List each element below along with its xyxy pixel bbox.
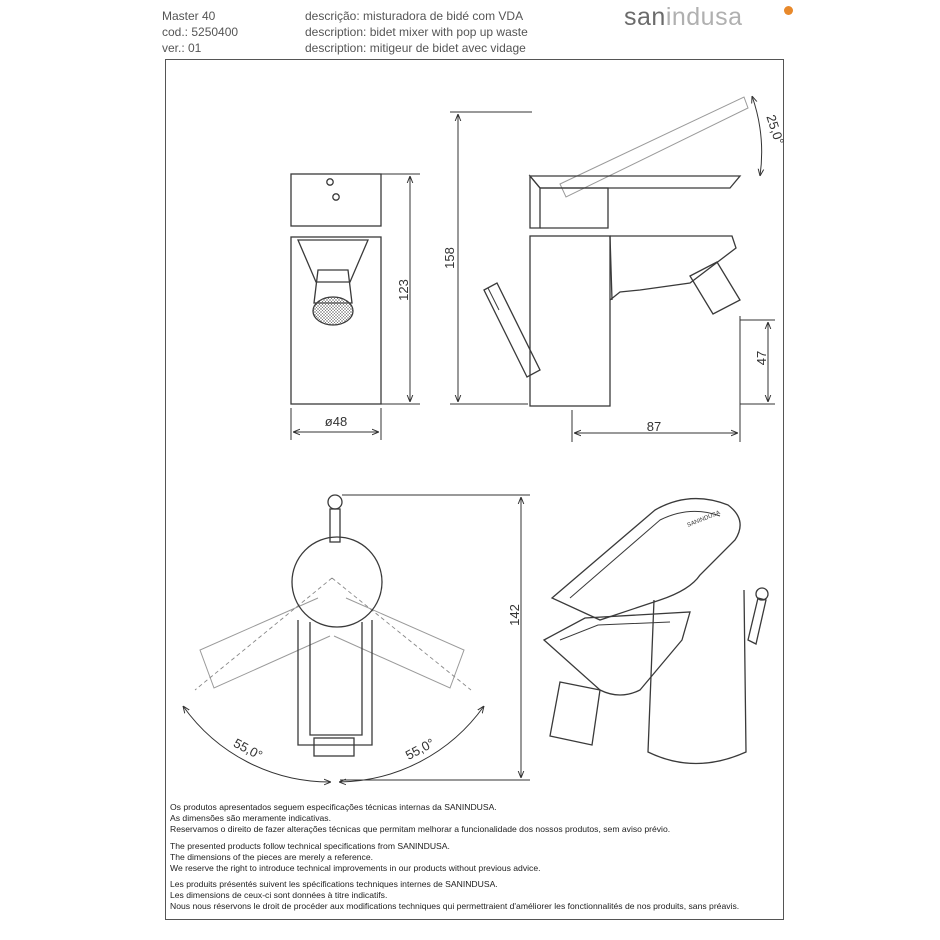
- note-pt-1: Os produtos apresentados seguem especificações técnicas internas da SANINDUSA.: [170, 802, 497, 812]
- side-nozzle: [690, 262, 740, 314]
- front-dimensions: [291, 174, 420, 440]
- dim-arc-25: [752, 96, 762, 176]
- top-spout-inner: [310, 622, 362, 735]
- notes-pt: [170, 802, 670, 836]
- top-dimensions: [183, 495, 530, 782]
- description-fr: description: mitigeur de bidet avec vidage: [305, 41, 526, 55]
- raised-handle-ghost: [560, 97, 748, 197]
- side-handle-body: [540, 188, 608, 228]
- iso-body: [648, 590, 746, 764]
- top-spout-nozzle: [314, 738, 354, 756]
- dim-142-label: 142: [507, 604, 522, 626]
- version: ver.: 01: [162, 41, 202, 55]
- top-body-circle: [292, 537, 382, 627]
- top-spout-outline: [298, 620, 372, 745]
- perspective-view: [544, 499, 768, 764]
- side-handle-front: [530, 176, 540, 228]
- note-en-3: We reserve the right to introduce technical improvements in our products without previous advice.: [170, 863, 541, 874]
- note-pt-2: As dimensões são meramente indicativas.: [170, 813, 331, 824]
- dim-55-right-label: 55,0°: [402, 735, 437, 763]
- description-pt: descrição: misturadora de bidé com VDA: [305, 9, 524, 23]
- notes-en: [170, 841, 541, 875]
- note-en-1: The presented products follow technical specifications from SANINDUSA.: [170, 841, 450, 851]
- dim-123-label: 123: [396, 279, 411, 301]
- logo-part1: san: [624, 3, 666, 31]
- note-fr-1: Les produits présentés suivent les spécifications techniques internes de SANINDUSA.: [170, 879, 498, 889]
- front-view: [291, 174, 381, 404]
- ghost-handle-right: [334, 598, 464, 688]
- note-en-2: The dimensions of the pieces are merely a reference.: [170, 852, 374, 863]
- iso-rod-head: [756, 588, 768, 600]
- iso-brand-mark: SANINDUSA: [686, 510, 722, 529]
- front-handle-dot: [333, 194, 339, 200]
- dim-47-label: 47: [754, 350, 769, 366]
- front-spout-cone: [298, 240, 368, 282]
- dim-158-label: 158: [442, 247, 457, 269]
- description-en: description: bidet mixer with pop up waste: [305, 25, 528, 39]
- side-dimensions: [450, 96, 775, 442]
- logo-part2: indusa: [665, 3, 743, 31]
- note-fr-3: Nous nous réservons le droit de procéder aux modifications techniques qui permettraient d'améliorer les fonctionnalités de nos produits, sans préavis.: [170, 901, 740, 912]
- dim-d48-label: ø48: [324, 414, 348, 429]
- dim-arc-55-left: [183, 706, 331, 782]
- note-pt-3: Reservamos o direito de fazer alterações técnicas que permitam melhorar a funcionalidade dos nossos produtos, sem aviso prévio.: [170, 824, 671, 835]
- front-aerator: [313, 297, 353, 325]
- product-code: cod.: 5250400: [162, 25, 239, 39]
- note-fr-2: Les dimensions de ceux-ci sont données à titre indicatifs.: [170, 890, 388, 901]
- dim-55-left-label: 55,0°: [231, 735, 266, 763]
- side-view: [484, 97, 748, 406]
- side-spout: [610, 236, 736, 300]
- notes-fr: [170, 879, 739, 913]
- front-handle-hole: [327, 179, 333, 185]
- dim-87-label: 87: [646, 419, 662, 434]
- model-name: Master 40: [162, 9, 216, 23]
- iso-rod: [748, 598, 766, 644]
- top-rod-head: [328, 495, 342, 509]
- side-body: [530, 236, 610, 406]
- dim-25-label: 25,0°: [763, 112, 788, 147]
- top-view: [195, 495, 471, 756]
- iso-nozzle: [550, 682, 600, 745]
